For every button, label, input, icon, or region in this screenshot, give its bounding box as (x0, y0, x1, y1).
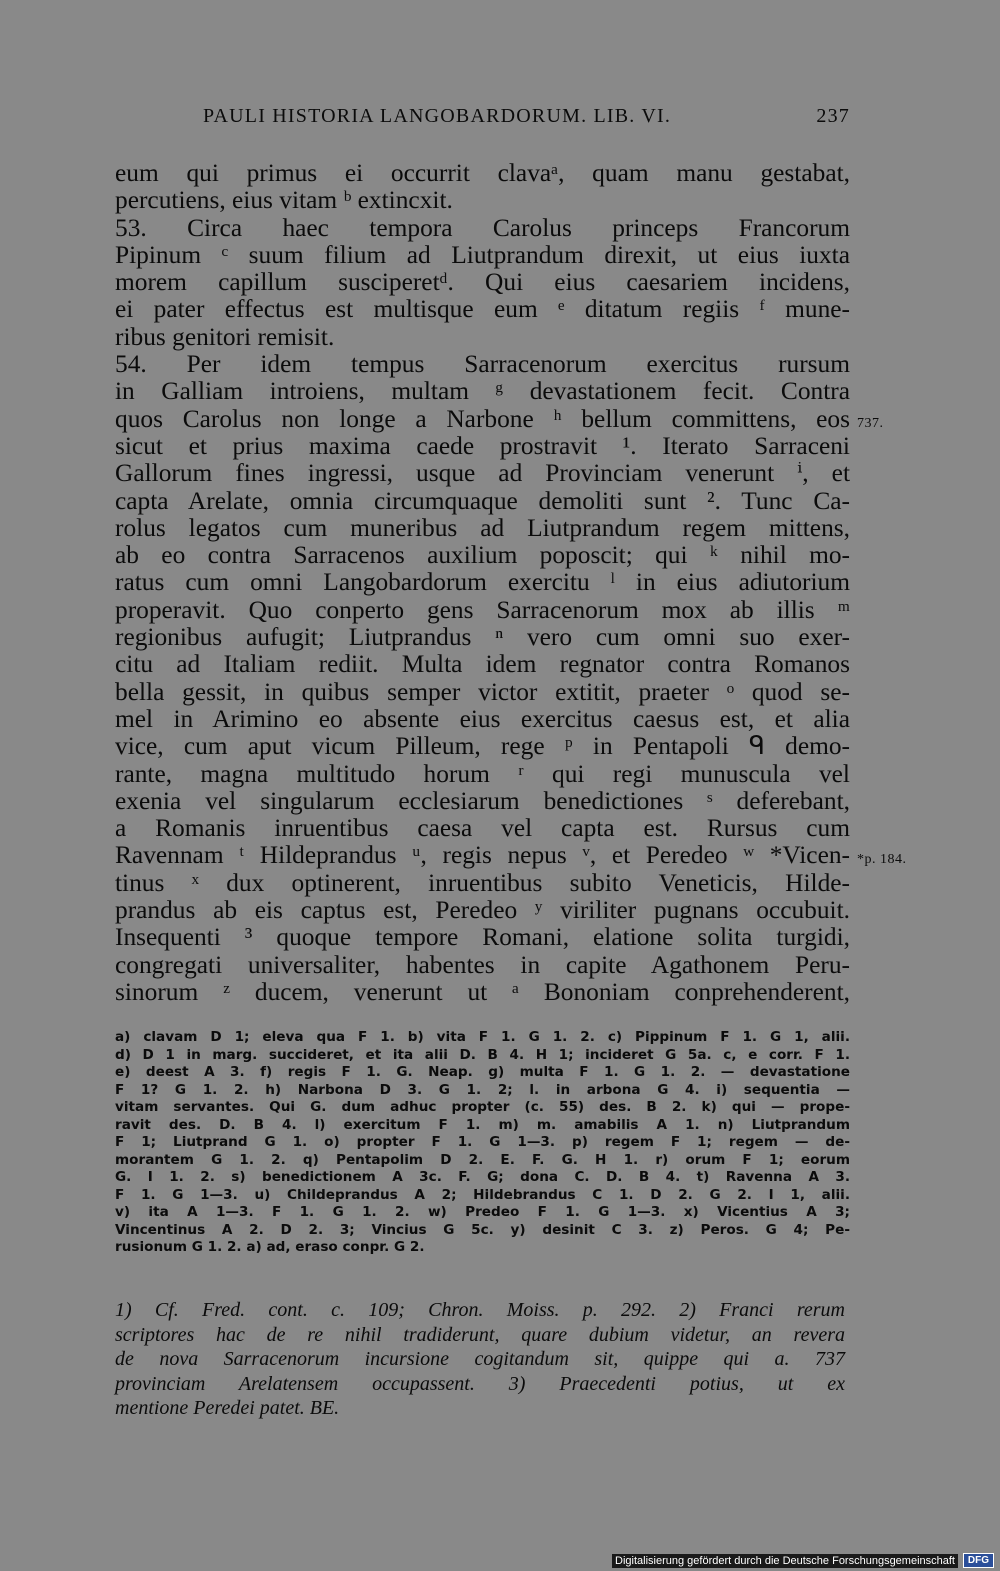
text-line-content: percutiens, eius vitam ᵇ extincxit. (115, 186, 453, 215)
text-line (115, 841, 907, 870)
text-line (115, 733, 850, 760)
text-line (115, 788, 850, 815)
text-line-content: ribus genitori remisit. (115, 322, 335, 351)
text-line-content: ei pater effectus est multisque eum ᵉ ditatum regiis ᶠ mune- (115, 295, 850, 324)
main-text (115, 159, 907, 1006)
funding-credit (612, 1554, 958, 1568)
text-line (115, 187, 850, 214)
text-line (115, 870, 850, 897)
text-line-content: mel in Arimino eo absente eius exercitus caesus est, et alia (115, 704, 850, 733)
text-line (115, 296, 850, 323)
text-line-content: bella gessit, in quibus semper victor extitit, praeter ᵒ quod se- (115, 677, 850, 706)
text-line (115, 597, 850, 624)
text-line (115, 815, 850, 842)
footnote-line: 1) Cf. Fred. cont. c. 109; Chron. Moiss. p. 292. 2) Franci rerum (115, 1299, 845, 1321)
text-line-content: a Romanis inruentibus caesa vel capta est. Rursus cum (115, 814, 850, 843)
running-header (115, 105, 850, 135)
text-line-content: eum qui primus ei occurrit clavaᵃ, quam manu gestabat, (115, 159, 850, 187)
text-line (115, 706, 850, 733)
variant-note-line: d) D 1 in marg. succideret, et ita alii D. B 4. H 1; incideret G 5a. c, e corr. F 1. (115, 1046, 850, 1063)
footnote-line: mentione Peredei patet. BE. (115, 1397, 340, 1419)
text-line (115, 460, 850, 487)
variant-note-line: F 1; Liutprand G 1. o) propter F 1. G 1—3. p) regem F 1; regem — de- (115, 1134, 850, 1150)
text-line (115, 897, 850, 924)
footnote-line: provinciam Arelatensem occupassent. 3) Praecedenti potius, ut ex (115, 1372, 845, 1395)
variant-note-line: v) ita A 1—3. F 1. G 1. 2. w) Predeo F 1. G 1—3. x) Vicentius A 3; (115, 1204, 850, 1220)
credit-text: Digitalisierung gefördert durch die Deutsche Forschungsgemeinschaft (615, 1555, 955, 1567)
text-line (115, 924, 850, 951)
text-line-content: tinus ˣ dux optinerent, inruentibus subito Veneticis, Hilde- (115, 868, 850, 897)
variant-note-line: rusionum G 1. 2. a) ad, eraso conpr. G 2. (115, 1239, 425, 1255)
text-line (115, 542, 850, 569)
text-line-content: vice, cum aput vicum Pilleum, rege ᵖ in Pentapoli ᑫ demo- (115, 732, 850, 761)
text-line-content: exenia vel singularum ecclesiarum benedictiones ˢ deferebant, (115, 786, 850, 815)
text-line-content: properavit. Quo conperto gens Sarracenorum mox ab illis ᵐ (115, 595, 850, 624)
text-line (115, 515, 850, 542)
text-line (115, 160, 850, 187)
text-line (115, 979, 850, 1006)
text-line (115, 215, 850, 242)
text-line (115, 269, 850, 296)
text-line (115, 651, 850, 678)
text-line-content: Ravennam ᵗ Hildeprandus ᵘ, regis nepus ᵛ, et Peredeo ʷ *Vicen- (115, 841, 850, 870)
variant-note-line: a) clavam D 1; eleva qua F 1. b) vita F 1. G 1. 2. c) Pippinum F 1. G 1, alii. (115, 1029, 850, 1045)
text-line (115, 952, 850, 979)
text-line (115, 404, 884, 433)
text-line-content: Gallorum fines ingressi, usque ad Provinciam venerunt ⁱ, et (115, 459, 850, 488)
text-line-content: 54. Per idem tempus Sarracenorum exercitus rursum (115, 350, 850, 379)
text-line (115, 761, 850, 788)
margin-note: 737. (857, 415, 884, 431)
running-title: PAULI HISTORIA LANGOBARDORUM. LIB. VI. (203, 105, 672, 127)
variant-note-line: ravit des. D. B 4. l) exercitum F 1. m) m. amabilis A 1. n) Liutprandum (115, 1116, 850, 1133)
text-line-content: rante, magna multitudo horum ʳ qui regi munuscula vel (115, 759, 850, 788)
variant-note-line: e) deest A 3. f) regis F 1. G. Neap. g) multa F 1. G 1. 2. — devastatione (115, 1064, 850, 1080)
text-line-content: congregati universaliter, habentes in capite Agathonem Peru- (115, 950, 850, 979)
text-line-content: in Galliam introiens, multam ᵍ devastationem fecit. Contra (115, 377, 850, 406)
text-line-content: Pipinum ᶜ suum filium ad Liutprandum direxit, ut eius iuxta (115, 240, 850, 269)
text-line (115, 351, 850, 378)
margin-note: *p. 184. (857, 852, 907, 868)
text-line-content: regionibus aufugit; Liutprandus ⁿ vero cum omni suo exer- (115, 623, 850, 652)
text-line (115, 488, 850, 515)
text-line-content: Insequenti ³ quoque tempore Romani, elatione solita turgidi, (115, 923, 850, 952)
text-line (115, 378, 850, 405)
dfg-logo: DFG (963, 1553, 994, 1568)
text-line-content: 53. Circa haec tempora Carolus princeps Francorum (115, 213, 850, 242)
text-line (115, 679, 850, 706)
text-line-content: sinorum ᶻ ducem, venerunt ut ᵃ Bononiam conprehenderent, (115, 977, 850, 1006)
text-line-content: capta Arelate, omnia circumquaque demoliti sunt ². Tunc Ca- (115, 486, 850, 515)
text-line-content: quos Carolus non longe a Narbone ʰ bellum committens, eos (115, 404, 850, 433)
text-line-content: prandus ab eis captus est, Peredeo ʸ viriliter pugnans occubuit. (115, 896, 850, 925)
variant-note-line: morantem G 1. 2. q) Pentapolim D 2. E. F. G. H 1. r) orum F 1; eorum (115, 1151, 850, 1168)
text-line-content: ab eo contra Sarracenos auxilium poposcit; qui ᵏ nihil mo- (115, 541, 850, 570)
text-line-content: citu ad Italiam rediit. Multa idem regnator contra Romanos (115, 650, 850, 679)
text-line (115, 242, 850, 269)
text-line-content: ratus cum omni Langobardorum exercitu ˡ in eius adiutorium (115, 568, 850, 597)
variant-notes (115, 1029, 850, 1257)
text-line (115, 433, 850, 460)
footnotes (115, 1298, 845, 1421)
footnote-line: scriptores hac de re nihil tradiderunt, quare dubium videtur, an revera (115, 1323, 845, 1346)
variant-note-line: Vincentinus A 2. D 2. 3; Vincius G 5c. y) desinit C 3. z) Peros. G 4; Pe- (115, 1221, 850, 1238)
text-line-content: rolus legatos cum muneribus ad Liutprandum regem mittens, (115, 513, 850, 542)
variant-note-line: G. I 1. 2. s) benedictionem A 3c. F. G; dona C. D. B 4. t) Ravenna A 3. (115, 1169, 850, 1185)
variant-note-line: F 1. G 1—3. u) Childeprandus A 2; Hildebrandus C 1. D 2. G 2. I 1, alii. (115, 1186, 850, 1203)
footnote-line: de nova Sarracenorum incursione cogitandum sit, quippe qui a. 737 (115, 1348, 845, 1370)
text-line (115, 624, 850, 651)
text-line (115, 324, 850, 351)
text-line-content: morem capillum susciperetᵈ. Qui eius caesariem incidens, (115, 268, 850, 297)
variant-note-line: F 1? G 1. 2. h) Narbona D 3. G 1. 2; l. in arbona G 4. i) sequentia — (115, 1081, 850, 1098)
text-line (115, 569, 850, 596)
page-number: 237 (816, 105, 850, 127)
text-line-content: sicut et prius maxima caede prostravit ¹. Iterato Sarraceni (115, 431, 850, 460)
variant-note-line: vitam servantes. Qui G. dum adhuc propter (c. 55) des. B 2. k) qui — prope- (115, 1099, 850, 1115)
